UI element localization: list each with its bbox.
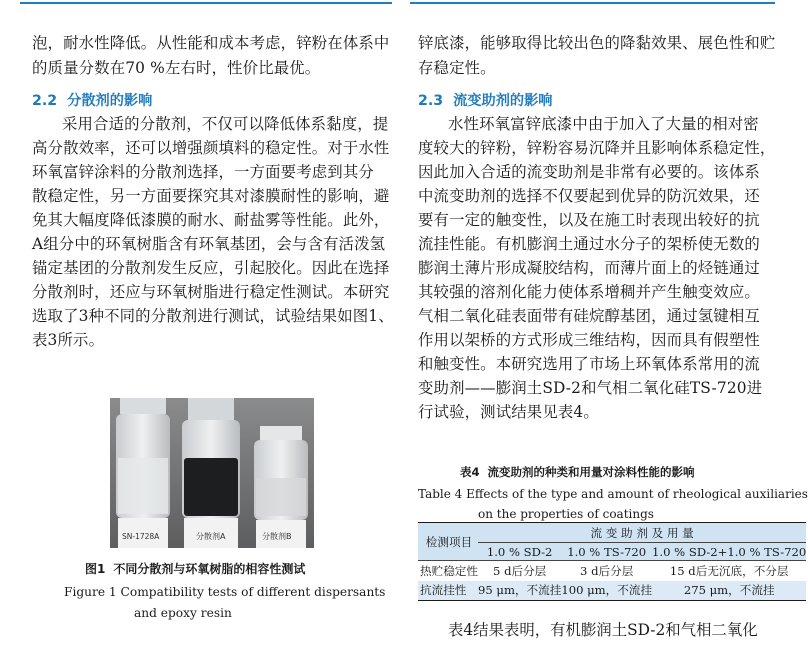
text-line: 因此加入合适的流变助剂是非常有必要的。该体系 [418, 163, 760, 181]
text-line: 锌底漆，能够取得比较出色的降黏效果、展色性和贮 [418, 34, 776, 52]
figure-caption-zh-text: 不同分散剂与环氧树脂的相容性测试 [113, 562, 306, 576]
text-line: 锚定基团的分散剂发生反应，引起胶化。因此在选择 [32, 259, 390, 277]
bottle-3 [254, 426, 308, 548]
text-line: 表4结果表明，有机膨润土SD-2和气相二氧化 [448, 621, 758, 639]
section-title: 分散剂的影响 [67, 93, 153, 109]
text-line: 泡，耐水性降低。从性能和成本考虑，锌粉在体系中 [32, 34, 390, 52]
text-line: 其较强的溶剂化能力使体系增稠并产生触变效应。 [418, 283, 760, 301]
table-caption-en-line-2: on the properties of coatings [478, 507, 654, 521]
figure-caption-en-line-2: and epoxy resin [134, 606, 232, 620]
text-line: 作用以架桥的方式形成三维结构，因而具有假塑性 [418, 331, 760, 349]
table-cell: 100 μm，不流挂 [561, 581, 652, 601]
text-line: 和触变性。本研究选用了市场上环氧体系常用的流 [418, 355, 760, 373]
table-number: 表4 [460, 465, 480, 479]
bottle-2 [182, 398, 240, 548]
text-line: 散稳定性，另一方面要探究其对漆膜耐性的影响，避 [32, 187, 390, 205]
figure-caption-en-line-1: Figure 1 Compatibility tests of different dispersants [64, 585, 386, 599]
table-row-label: 热贮稳定性 [418, 561, 478, 581]
table-row [418, 581, 806, 601]
text-line: 免其大幅度降低漆膜的耐水、耐盐雾等性能。此外， [32, 211, 390, 229]
section-number: 2.2 [32, 93, 58, 109]
table-cell: 5 d后分层 [478, 561, 561, 581]
text-line: 流挂性能。有机膨润土通过水分子的架桥使无数的 [418, 235, 760, 253]
table-column-header: 1.0 % SD-2+1.0 % TS-720 [652, 544, 807, 559]
bottle-label-1: SN-1728A [122, 532, 160, 541]
table-cell: 95 μm，不流挂 [478, 581, 561, 601]
text-line: 的质量分数在70 %左右时，性价比最优。 [32, 59, 321, 77]
text-line: 表3所示。 [32, 331, 105, 349]
section-number: 2.3 [418, 93, 444, 109]
text-line: 膨润土薄片形成凝胶结构，而薄片面上的烃链通过 [418, 259, 760, 277]
figure-number: 图1 [85, 562, 106, 576]
bottles-illustration [110, 398, 314, 548]
text-line: 度较大的锌粉，锌粉容易沉降并且影响体系稳定性， [418, 139, 776, 157]
text-line: 分散剂时，还应与环氧树脂进行稳定性测试。本研究 [32, 283, 390, 301]
table-cell: 3 d后分层 [561, 561, 652, 581]
table-column-header: 1.0 % TS-720 [561, 543, 652, 561]
table-row-header: 检测项目 [418, 523, 478, 561]
table-cell: 275 μm，不流挂 [652, 581, 806, 601]
section-heading [32, 90, 152, 110]
table-caption-en [418, 484, 808, 524]
text-line: 选取了3种不同的分散剂进行测试，试验结果如图1、 [32, 307, 394, 325]
bottle-label-3: 分散剂B [262, 532, 292, 541]
text-line: 水性环氧富锌底漆中由于加入了大量的相对密 [448, 115, 759, 133]
figure-caption-zh [85, 560, 305, 577]
text-line: 高分散效率，还可以增强颜填料的稳定性。对于水性 [32, 139, 390, 157]
text-line: 环氧富锌涂料的分散剂选择，一方面要考虑到其分 [32, 163, 374, 181]
text-line: 变助剂——膨润土SD-2和气相二氧化硅TS-720进 [418, 379, 763, 397]
text-line: A组分中的环氧树脂含有环氧基团，会与含有活泼氢 [32, 235, 386, 253]
section-heading [418, 90, 552, 110]
text-line: 要有一定的触变性，以及在施工时表现出较好的抗 [418, 211, 760, 229]
table-caption-zh [460, 464, 695, 480]
header-rule [0, 0, 787, 8]
table-row [418, 561, 806, 581]
table-caption-zh-text: 流变助剂的种类和用量对涂料性能的影响 [487, 465, 695, 479]
bottle-label-2: 分散剂A [196, 532, 226, 541]
figure-photo [110, 398, 314, 548]
table-group-header: 流 变 助 剂 及 用 量 [478, 523, 806, 543]
text-line: 采用合适的分散剂，不仅可以降低体系黏度，提 [62, 115, 389, 133]
table-column-header: 1.0 % SD-2 [478, 543, 561, 561]
text-line: 气相二氧化硅表面带有硅烷醇基团，通过氢键相互 [418, 307, 760, 325]
figure-caption-en [64, 582, 385, 624]
table-row-label: 抗流挂性 [418, 581, 478, 601]
bottle-1 [116, 398, 170, 548]
table-caption-en-line-1: Table 4 Effects of the type and amount of rheological auxiliaries [418, 487, 808, 501]
text-line: 存稳定性。 [418, 59, 496, 77]
section-title: 流变助剂的影响 [453, 93, 553, 109]
data-table [418, 522, 806, 601]
text-line: 行试验，测试结果见表4。 [418, 403, 599, 421]
text-line: 中流变助剂的选择不仅要起到优异的防沉效果，还 [418, 187, 760, 205]
table-cell: 15 d后无沉底，不分层 [652, 561, 806, 581]
